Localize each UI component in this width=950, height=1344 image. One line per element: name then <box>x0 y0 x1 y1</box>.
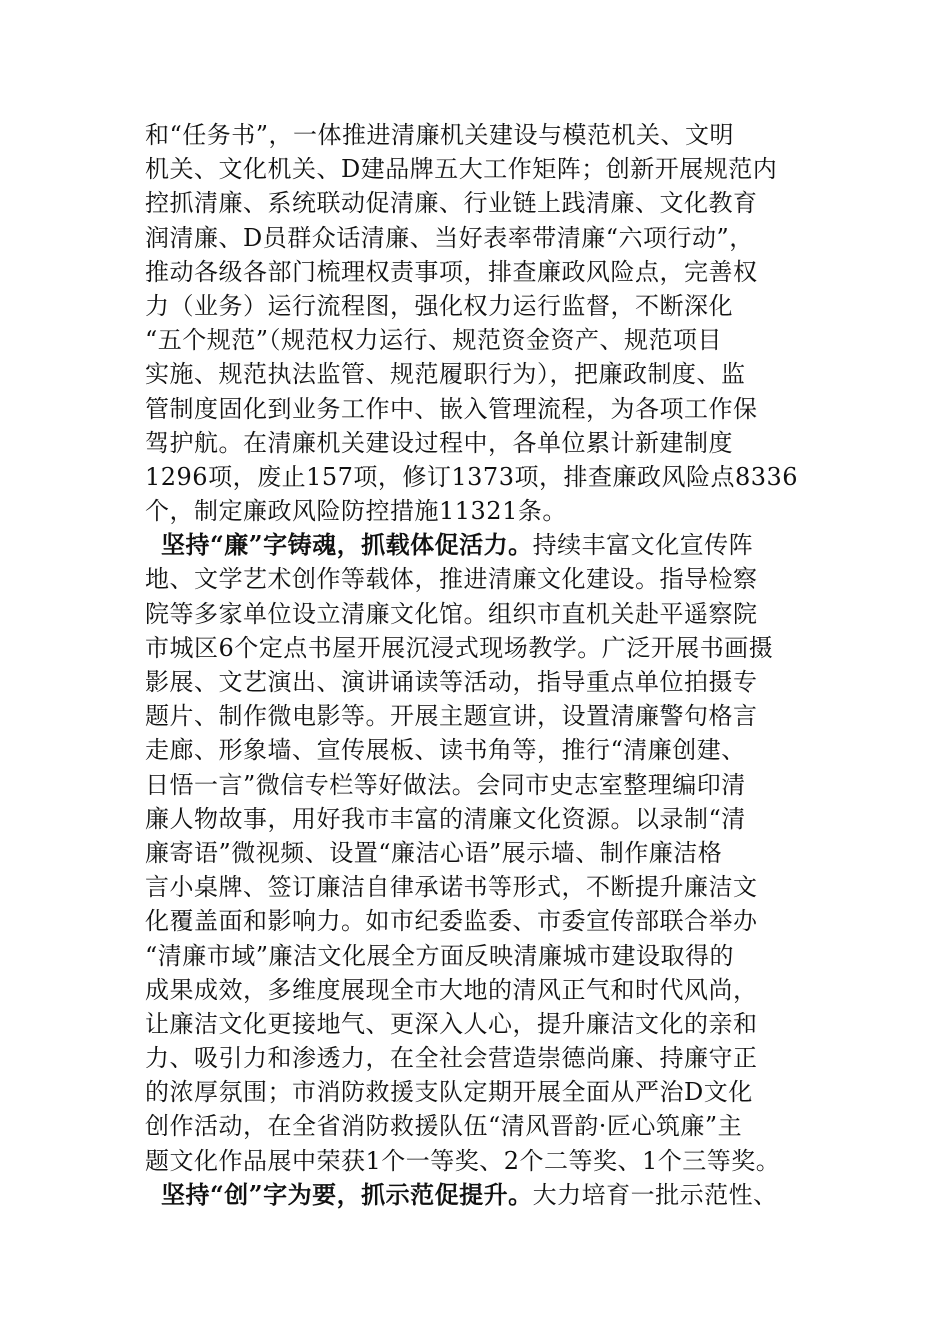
text-line: 成果成效，多维度展现全市大地的清风正气和时代风尚， <box>145 975 758 1004</box>
text-line: 创作活动，在全省消防救援队伍“清风晋韵·匠心筑廉”主 <box>145 1112 743 1141</box>
text-line: 实施、规范执法监管、规范履职行为），把廉政制度、监 <box>145 360 746 389</box>
text-line: 1296项，废止157项，修订1373项，排查廉政风险点8336 <box>145 462 799 491</box>
text-line: 市城区6个定点书屋开展沉浸式现场教学。广泛开展书画摄 <box>145 633 774 662</box>
paragraph-2 <box>145 528 810 1178</box>
text-line: 力（业务）运行流程图，强化权力运行监督，不断深化 <box>145 291 733 320</box>
paragraph-1 <box>145 118 810 528</box>
text-line: 控抓清廉、系统联动促清廉、行业链上践清廉、文化教育 <box>145 189 758 218</box>
text-line: 的浓厚氛围；市消防救援支队定期开展全面从严治D文化 <box>145 1078 753 1107</box>
text-line: 走廊、形象墙、宣传展板、读书角等，推行“清廉创建、 <box>145 736 746 765</box>
text-line: 个，制定廉政风险防控措施11321条。 <box>145 497 567 526</box>
text-line: 推动各级各部门梳理权责事项，排查廉政风险点，完善权 <box>145 257 758 286</box>
text-line: “五个规范”（规范权力运行、规范资金资产、规范项目 <box>145 326 723 355</box>
text-line: 地、文学艺术创作等载体，推进清廉文化建设。指导检察 <box>145 565 758 594</box>
paragraph-heading: 坚持“廉”字铸魂，抓载体促活力。 <box>161 530 533 560</box>
text-run: 大力培育一批示范性、 <box>532 1180 778 1209</box>
text-line: 院等多家单位设立清廉文化馆。组织市直机关赴平遥察院 <box>145 599 758 628</box>
text-line: 化覆盖面和影响力。如市纪委监委、市委宣传部联合举办 <box>145 907 758 936</box>
text-line: 日悟一言”微信专栏等好做法。会同市史志室整理编印清 <box>145 770 746 799</box>
paragraph-first-line <box>145 528 810 562</box>
text-line: 廉人物故事，用好我市丰富的清廉文化资源。以录制“清 <box>145 804 746 833</box>
text-line: 廉寄语”微视频、设置“廉洁心语”展示墙、制作廉洁格 <box>145 838 723 867</box>
paragraph-3 <box>145 1178 810 1212</box>
text-line: 管制度固化到业务工作中、嵌入管理流程，为各项工作保 <box>145 394 758 423</box>
text-line: 影展、文艺演出、演讲诵读等活动，指导重点单位拍摄专 <box>145 668 758 696</box>
text-line: “清廉市域”廉洁文化展全方面反映清廉城市建设取得的 <box>145 941 735 970</box>
text-line: 润清廉、D员群众话清廉、当好表率带清廉“六项行动”， <box>145 223 754 252</box>
paragraph-first-line <box>145 1178 810 1212</box>
text-run: 持续丰富文化宣传阵 <box>532 531 754 560</box>
text-line: 力、吸引力和渗透力，在全社会营造崇德尚廉、持廉守正 <box>145 1044 758 1073</box>
text-line: 题片、制作微电影等。开展主题宣讲，设置清廉警句格言 <box>145 702 758 731</box>
text-line: 题文化作品展中荣获1个一等奖、2个二等奖、1个三等奖。 <box>145 1146 781 1175</box>
text-line: 言小桌牌、签订廉洁自律承诺书等形式，不断提升廉洁文 <box>145 873 758 902</box>
text-line: 让廉洁文化更接地气、更深入人心，提升廉洁文化的亲和 <box>145 1009 758 1038</box>
text-line: 机关、文化机关、D建品牌五大工作矩阵；创新开展规范内 <box>145 155 778 184</box>
document-page <box>145 118 810 1212</box>
text-line: 驾护航。在清廉机关建设过程中，各单位累计新建制度 <box>145 428 733 457</box>
text-line: 和“任务书”，一体推进清廉机关建设与模范机关、文明 <box>145 121 735 149</box>
paragraph-heading: 坚持“创”字为要，抓示范促提升。 <box>161 1179 533 1209</box>
